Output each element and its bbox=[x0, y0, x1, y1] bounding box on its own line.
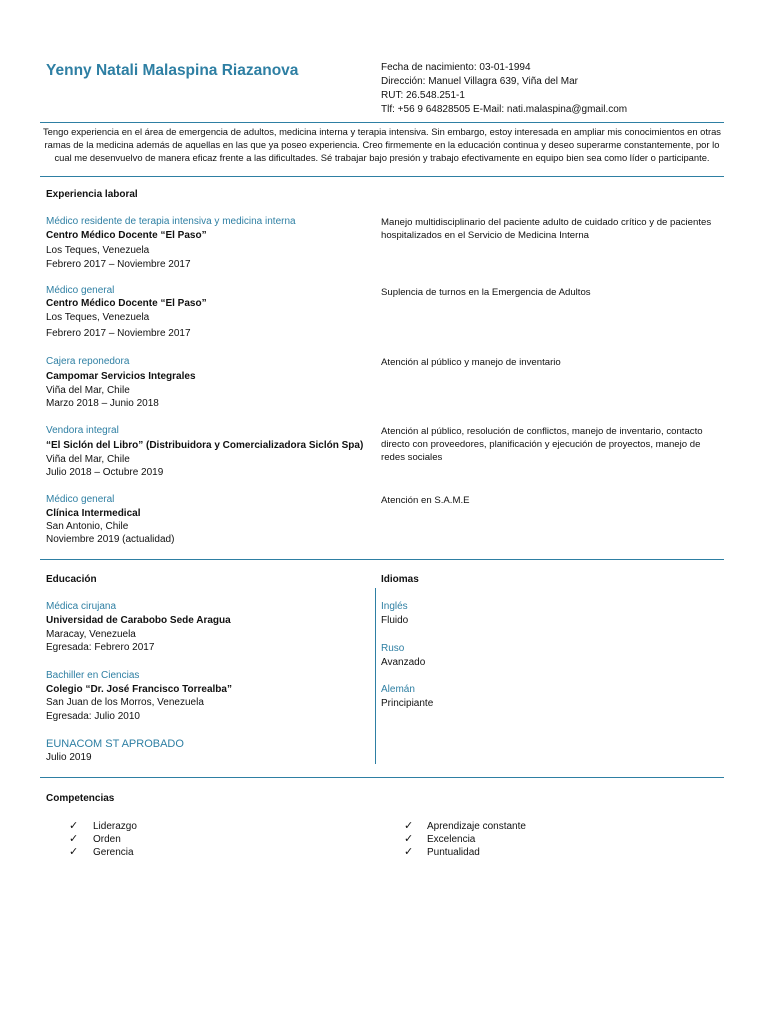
education-degree: Bachiller en Ciencias bbox=[46, 670, 140, 681]
job-location: San Antonio, Chile bbox=[46, 521, 129, 532]
job-role: Médico general bbox=[46, 494, 115, 505]
job-location: Los Teques, Venezuela bbox=[46, 312, 150, 323]
education-date: Egresada: Febrero 2017 bbox=[46, 642, 155, 653]
job-employer: Centro Médico Docente “El Paso” bbox=[46, 230, 207, 241]
summary-divider bbox=[40, 176, 724, 177]
job-location: Los Teques, Venezuela bbox=[46, 245, 150, 256]
education-heading: Educación bbox=[46, 574, 97, 585]
experience-divider bbox=[40, 559, 724, 560]
languages-heading: Idiomas bbox=[381, 574, 419, 585]
education-degree: Médica cirujana bbox=[46, 601, 117, 612]
language-name: Ruso bbox=[381, 643, 405, 654]
competency-item: Liderazgo bbox=[93, 821, 137, 832]
check-icon: ✓ bbox=[69, 820, 79, 832]
job-description: Manejo multidisciplinario del paciente adulto de cuidado crítico y de pacientes hospitalizados en el Servicio de Medicina Interna bbox=[381, 217, 712, 241]
language-name: Alemán bbox=[381, 684, 415, 695]
job-employer: “El Siclón del Libro” (Distribuidora y Comercializadora Siclón Spa) bbox=[46, 440, 364, 451]
exam-status: EUNACOM ST APROBADO bbox=[46, 738, 184, 750]
job-role: Cajera reponedora bbox=[46, 356, 130, 367]
competency-item: Orden bbox=[93, 834, 121, 845]
candidate-name: Yenny Natali Malaspina Riazanova bbox=[46, 62, 299, 79]
check-icon: ✓ bbox=[69, 833, 79, 845]
column-divider bbox=[375, 588, 376, 764]
check-icon: ✓ bbox=[404, 833, 414, 845]
job-location: Viña del Mar, Chile bbox=[46, 385, 130, 396]
job-employer: Centro Médico Docente “El Paso” bbox=[46, 298, 207, 309]
job-description: Suplencia de turnos en la Emergencia de Adultos bbox=[381, 287, 591, 298]
birth-date: Fecha de nacimiento: 03-01-1994 bbox=[381, 62, 531, 73]
education-date: Egresada: Julio 2010 bbox=[46, 711, 140, 722]
competency-item: Gerencia bbox=[93, 847, 134, 858]
job-dates: Julio 2018 – Octubre 2019 bbox=[46, 467, 164, 478]
competencies-heading: Competencias bbox=[46, 793, 115, 804]
competency-item: Aprendizaje constante bbox=[427, 821, 526, 832]
job-dates: Febrero 2017 – Noviembre 2017 bbox=[46, 328, 191, 339]
rut: RUT: 26.548.251-1 bbox=[381, 90, 465, 101]
job-description: Atención al público, resolución de conflictos, manejo de inventario, contacto directo con proveedores, planificación y ejecución de proyectos, manejo de redes sociales bbox=[381, 426, 703, 463]
job-employer: Clínica Intermedical bbox=[46, 508, 141, 519]
check-icon: ✓ bbox=[69, 846, 79, 858]
address: Dirección: Manuel Villagra 639, Viña del Mar bbox=[381, 76, 578, 87]
job-dates: Marzo 2018 – Junio 2018 bbox=[46, 398, 159, 409]
education-location: Maracay, Venezuela bbox=[46, 629, 136, 640]
competency-item: Excelencia bbox=[427, 834, 476, 845]
check-icon: ✓ bbox=[404, 846, 414, 858]
education-school: Colegio “Dr. José Francisco Torrealba” bbox=[46, 684, 232, 695]
job-description: Atención en S.A.M.E bbox=[381, 495, 470, 506]
header-divider bbox=[40, 122, 724, 123]
job-dates: Febrero 2017 – Noviembre 2017 bbox=[46, 259, 191, 270]
job-role: Vendora integral bbox=[46, 425, 119, 436]
education-school: Universidad de Carabobo Sede Aragua bbox=[46, 615, 231, 626]
education-location: San Juan de los Morros, Venezuela bbox=[46, 697, 204, 708]
job-dates: Noviembre 2019 (actualidad) bbox=[46, 534, 175, 545]
check-icon: ✓ bbox=[404, 820, 414, 832]
profile-summary: Tengo experiencia en el área de emergencia de adultos, medicina interna y terapia intensiva. Sin embargo, estoy interesada en ampliar mis conocimientos en otras ramas de la medicina además de aquellas en las que ya poseo experiencia. Creo firmemente en la educación continua y deseo superarme constantemente, por lo cual me desenvuelvo de manera eficaz frente a las dificultades. Sé trabajar bajo presión y trabajo efectivamente en equipo bien sea como líder o participante. bbox=[43, 126, 721, 163]
language-level: Fluido bbox=[381, 615, 409, 626]
exam-date: Julio 2019 bbox=[46, 752, 92, 763]
job-role: Médico residente de terapia intensiva y medicina interna bbox=[46, 216, 296, 227]
job-description: Atención al público y manejo de inventario bbox=[381, 357, 561, 368]
language-name: Inglés bbox=[381, 601, 408, 612]
education-divider bbox=[40, 777, 724, 778]
language-level: Principiante bbox=[381, 698, 434, 709]
phone-email: Tlf: +56 9 64828505 E-Mail: nati.malaspina@gmail.com bbox=[381, 104, 628, 115]
experience-heading: Experiencia laboral bbox=[46, 189, 138, 200]
job-role: Médico general bbox=[46, 285, 115, 296]
language-level: Avanzado bbox=[381, 657, 426, 668]
job-employer: Campomar Servicios Integrales bbox=[46, 371, 196, 382]
job-location: Viña del Mar, Chile bbox=[46, 454, 130, 465]
competency-item: Puntualidad bbox=[427, 847, 480, 858]
